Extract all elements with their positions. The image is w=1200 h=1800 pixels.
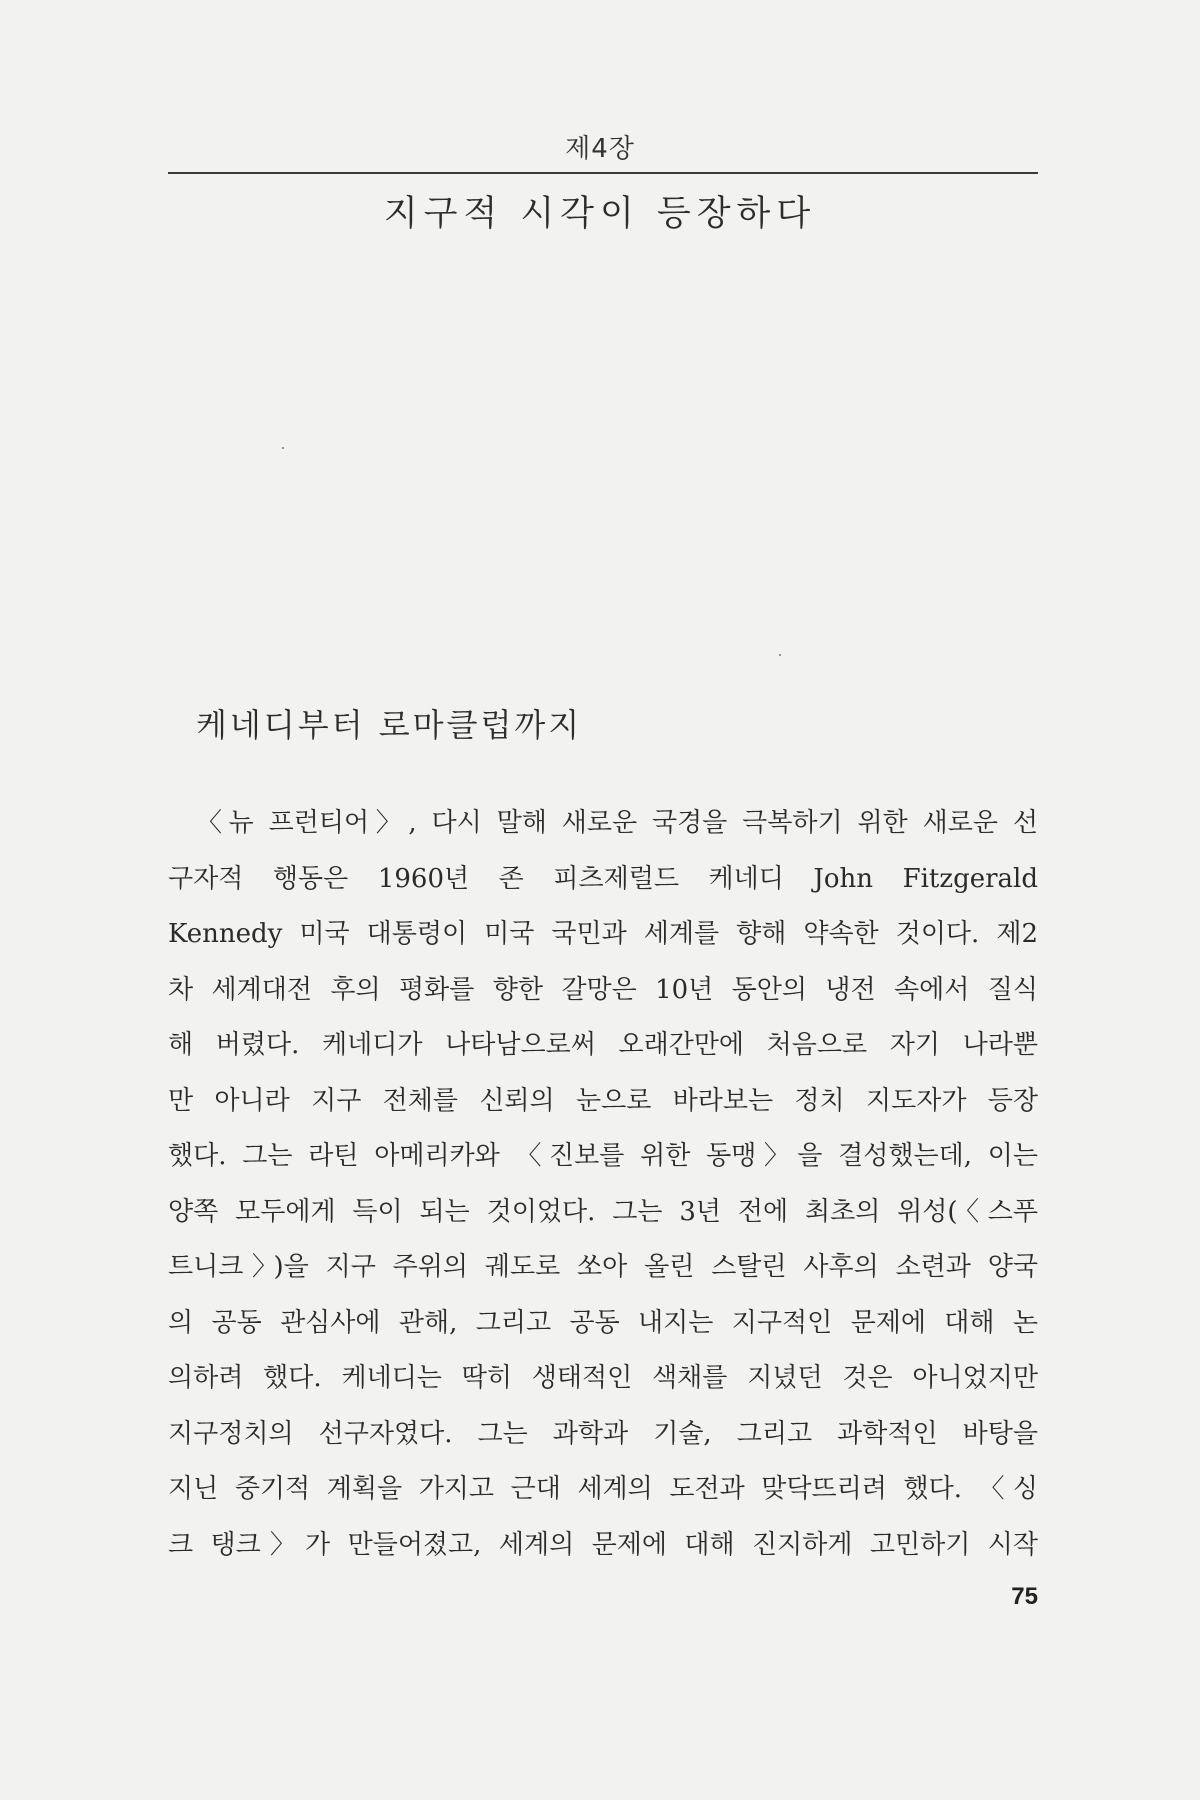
body-line: 했다. 그는 라틴 아메리카와 〈진보를 위한 동맹〉을 결성했는데, 이는 [168,1141,1038,1171]
scan-speck [779,654,781,656]
body-line: 의 공동 관심사에 관해, 그리고 공동 내지는 지구적인 문제에 대해 논 [168,1307,1038,1338]
chapter-title: 지구적 시각이 등장하다 [383,194,817,234]
body-line: 의하려 했다. 케네디는 딱히 생태적인 색채를 지녔던 것은 아니었지만 [168,1363,1038,1393]
body-line: 트니크〉)을 지구 주위의 궤도로 쏘아 올린 스탈린 사후의 소련과 양국 [168,1252,1038,1282]
chapter-divider [168,172,1038,174]
body-line: 〈뉴 프런티어〉, 다시 말해 새로운 국경을 극복하기 위한 새로운 선 [196,808,1038,838]
body-line: 차 세계대전 후의 평화를 향한 갈망은 10년 동안의 냉전 속에서 질식 [168,974,1038,1005]
section-heading: 케네디부터 로마클럽까지 [196,706,583,744]
body-line: 구자적 행동은 1960년 존 피츠제럴드 케네디 John Fitzgerald [168,863,1038,894]
page-number: 75 [1011,1583,1038,1610]
chapter-label: 제4장 [565,134,635,164]
body-line: Kennedy 미국 대통령이 미국 국민과 세계를 향해 약속한 것이다. 제2 [168,919,1038,949]
body-line: 만 아니라 지구 전체를 신뢰의 눈으로 바라보는 정치 지도자가 등장 [168,1085,1038,1116]
body-paragraph [168,796,1038,1573]
scan-speck [282,447,284,449]
body-line: 양쪽 모두에게 득이 되는 것이었다. 그는 3년 전에 최초의 위성(〈스푸 [168,1196,1038,1227]
body-line: 크 탱크〉가 만들어졌고, 세계의 문제에 대해 진지하게 고민하기 시작 [168,1529,1038,1560]
body-line: 지닌 중기적 계획을 가지고 근대 세계의 도전과 맞닥뜨리려 했다. 〈싱 [168,1474,1038,1504]
body-line: 해 버렸다. 케네디가 나타남으로써 오래간만에 처음으로 자기 나라뿐 [168,1030,1038,1060]
body-line: 지구정치의 선구자였다. 그는 과학과 기술, 그리고 과학적인 바탕을 [168,1418,1038,1449]
